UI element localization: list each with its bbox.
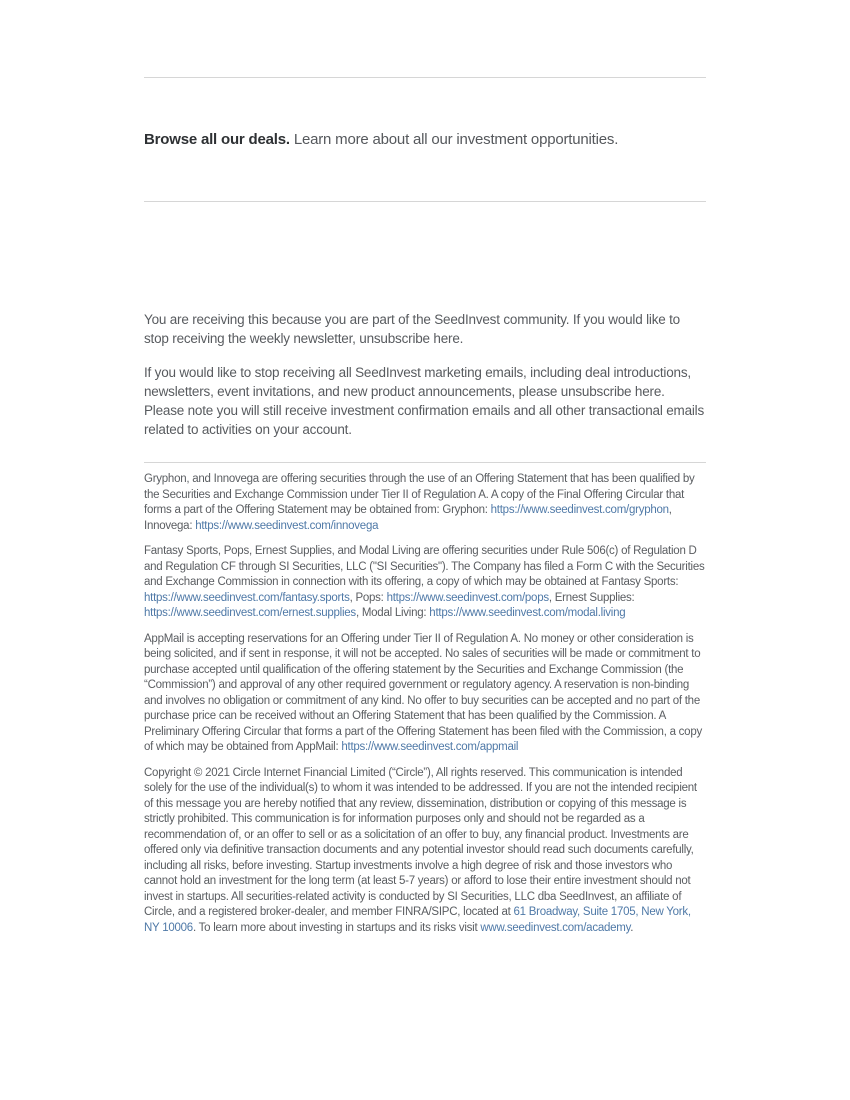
deals-banner bbox=[144, 130, 706, 149]
modal-living-link[interactable]: https://www.seedinvest.com/modal.living bbox=[429, 607, 626, 619]
address-link[interactable]: 61 Broadway, Suite 1705, New York, NY 10006 bbox=[144, 906, 691, 934]
disclosure-regulation-a-text: , Innovega: bbox=[144, 504, 672, 532]
divider-legal bbox=[144, 462, 706, 463]
marketing-unsubscribe-text: If you would like to stop receiving all SeedInvest marketing emails, including deal introductions, newsletters, event invitations, and new product announcements, please unsubscribe here. Please note you will still receive investment confirmation emails and all other transactional emails related to activities on your account. bbox=[144, 365, 705, 437]
ernest-supplies-link[interactable]: https://www.seedinvest.com/ernest.supplies bbox=[144, 607, 356, 619]
disclosure-regulation-d bbox=[144, 544, 706, 622]
newsletter-unsubscribe-text: You are receiving this because you are part of the SeedInvest community. If you would like to stop receiving the weekly newsletter, unsubscribe here. bbox=[144, 312, 680, 346]
innovega-link[interactable]: https://www.seedinvest.com/innovega bbox=[195, 519, 379, 532]
unsubscribe-section bbox=[144, 310, 706, 439]
disclosure-appmail-text: AppMail is accepting reservations for an Offering under Tier II of Regulation A. No money or other consideration is being solicited, and if sent in response, it will not be accepted. No sales of securities will be made or commitment to purchase accepted until qualification of the offering statement by the Securities and Exchange Commission (the “Commission”) and approval of any other required government or regulatory agency. A reservation is non-binding and involves no obligation or commitment of any kind. No offer to buy securities can be accepted and no part of the purchase price can be received without an Offering Statement that has been qualified by the Commission. A Preliminary Offering Circular that forms a part of the Offering Statement has been filed with the Commission, a copy of which may be obtained from AppMail: bbox=[144, 632, 702, 753]
gryphon-link[interactable]: https://www.seedinvest.com/gryphon bbox=[490, 504, 669, 516]
legal-disclosures bbox=[144, 472, 706, 936]
deals-banner-lead: Browse all our deals. bbox=[144, 131, 290, 148]
academy-link[interactable]: www.seedinvest.com/academy bbox=[480, 921, 631, 934]
disclosure-appmail bbox=[144, 632, 706, 756]
disclosure-regulation-d-text: , Modal Living: bbox=[355, 607, 430, 619]
disclosure-regulation-a bbox=[144, 472, 706, 534]
copyright-notice-text: . bbox=[630, 921, 634, 934]
disclosure-regulation-d-text: , Pops: bbox=[349, 591, 387, 604]
divider-top bbox=[144, 77, 706, 78]
divider-mid bbox=[144, 201, 706, 202]
copyright-notice-text: . To learn more about investing in startups and its risks visit bbox=[192, 921, 481, 934]
copyright-notice bbox=[144, 766, 706, 937]
email-body bbox=[144, 0, 706, 936]
disclosure-regulation-d-text: Fantasy Sports, Pops, Ernest Supplies, and Modal Living are offering securities under Rule 506(c) of Regulation D and Regulation CF through SI Securities, LLC ("SI Securities"). The Company has filed a Form C with the Securities and Exchange Commission in connection with its offering, a copy of which may be obtained at Fantasy Sports: bbox=[144, 545, 705, 588]
appmail-link[interactable]: https://www.seedinvest.com/appmail bbox=[341, 741, 519, 753]
deals-banner-rest: Learn more about all our investment opportunities. bbox=[289, 131, 619, 148]
disclosure-regulation-d-text: , Ernest Supplies: bbox=[548, 591, 635, 604]
copyright-notice-text: Copyright © 2021 Circle Internet Financial Limited (“Circle”), All rights reserved. This communication is intended solely for the use of the individual(s) to whom it was intended to be addressed. If you are not the intended recipient of this message you are hereby notified that any review, dissemination, distribution or copying of this message is strictly prohibited. This communication is for information purposes only and should not be regarded as a recommendation of, or an offer to sell or as a solicitation of an offer to buy, any financial product. Investments are offered only via definitive transaction documents and any potential investor should read such documents carefully, including all risks, before investing. Startup investments involve a high degree of risk and those investors who cannot hold an investment for the long term (at least 5-7 years) or afford to lose their entire investment should not invest in startups. All securities-related activity is conducted by SI Securities, LLC dba SeedInvest, an affiliate of Circle, and a registered broker-dealer, and member FINRA/SIPC, located at bbox=[144, 766, 697, 918]
fantasy-sports-link[interactable]: https://www.seedinvest.com/fantasy.sports bbox=[144, 591, 350, 604]
pops-link[interactable]: https://www.seedinvest.com/pops bbox=[386, 591, 549, 604]
disclosure-regulation-a-text: Gryphon, and Innovega are offering securities through the use of an Offering Statement that has been qualified by the Securities and Exchange Commission under Tier II of Regulation A. A copy of the Final Offering Circular that forms a part of the Offering Statement may be obtained from: Gryphon: bbox=[144, 473, 695, 516]
